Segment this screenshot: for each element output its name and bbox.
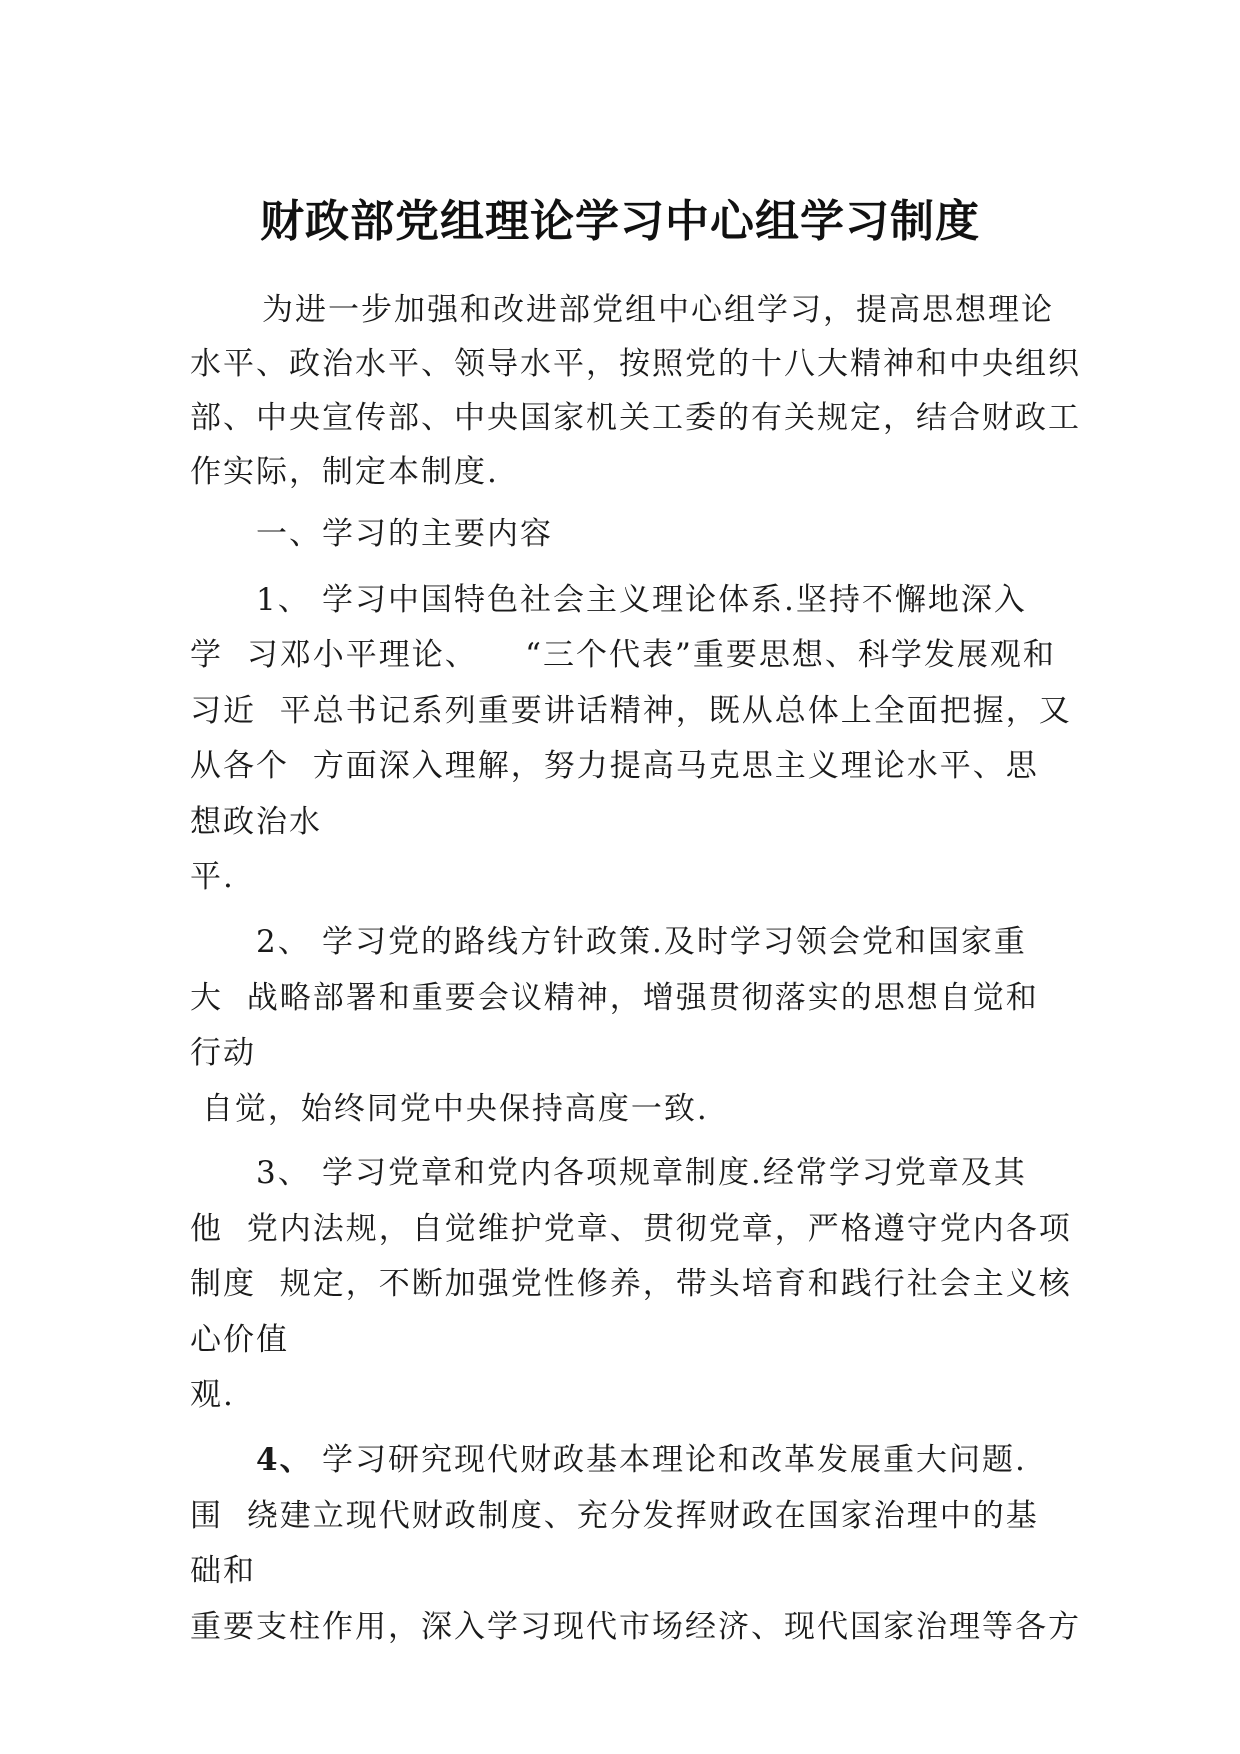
intro-line: 作实际，制定本制度.	[190, 454, 499, 490]
item-line: 行动	[190, 1035, 256, 1071]
intro-line: 为进一步加强和改进部党组中心组学习，提高思想理论	[262, 292, 1054, 328]
item-line: 大 战略部署和重要会议精神，增强贯彻落实的思想自觉和	[190, 980, 1039, 1016]
item-line: 学习中国特色社会主义理论体系.坚持不懈地深入	[322, 582, 1027, 618]
item-number: 3、	[256, 1155, 311, 1191]
item-line: 学 习邓小平理论、 “三个代表”重要思想、科学发展观和	[190, 637, 1056, 673]
item-line: 重要支柱作用，深入学习现代市场经济、现代国家治理等各方	[190, 1609, 1081, 1645]
item-line: 制度 规定，不断加强党性修养，带头培育和践行社会主义核	[190, 1266, 1072, 1302]
item-line: 围 绕建立现代财政制度、充分发挥财政在国家治理中的基	[190, 1498, 1039, 1534]
item-line: 观.	[190, 1377, 235, 1413]
item-line: 习近 平总书记系列重要讲话精神，既从总体上全面把握，又	[190, 693, 1072, 729]
section-heading: 一、学习的主要内容	[256, 516, 553, 552]
item-number: 2、	[256, 924, 311, 960]
intro-line: 部、中央宣传部、中央国家机关工委的有关规定，结合财政工	[190, 400, 1081, 436]
item-line: 从各个 方面深入理解，努力提高马克思主义理论水平、思	[190, 748, 1039, 784]
item-line: 平.	[190, 859, 235, 895]
item-number: 1、	[256, 582, 311, 618]
item-line: 学习研究现代财政基本理论和改革发展重大问题.	[322, 1442, 1027, 1478]
item-line: 想政治水	[190, 804, 322, 840]
item-line: 础和	[190, 1553, 256, 1589]
intro-line: 水平、政治水平、领导水平，按照党的十八大精神和中央组织	[190, 346, 1081, 382]
document-title: 财政部党组理论学习中心组学习制度	[260, 196, 980, 247]
item-line: 他 党内法规，自觉维护党章、贯彻党章，严格遵守党内各项	[190, 1211, 1072, 1247]
item-line: 学习党章和党内各项规章制度.经常学习党章及其	[322, 1155, 1027, 1191]
item-line: 心价值	[190, 1322, 289, 1358]
item-number: 4、	[256, 1442, 313, 1478]
item-line: 学习党的路线方针政策.及时学习领会党和国家重	[322, 924, 1027, 960]
item-line: 自觉，始终同党中央保持高度一致.	[190, 1091, 709, 1127]
